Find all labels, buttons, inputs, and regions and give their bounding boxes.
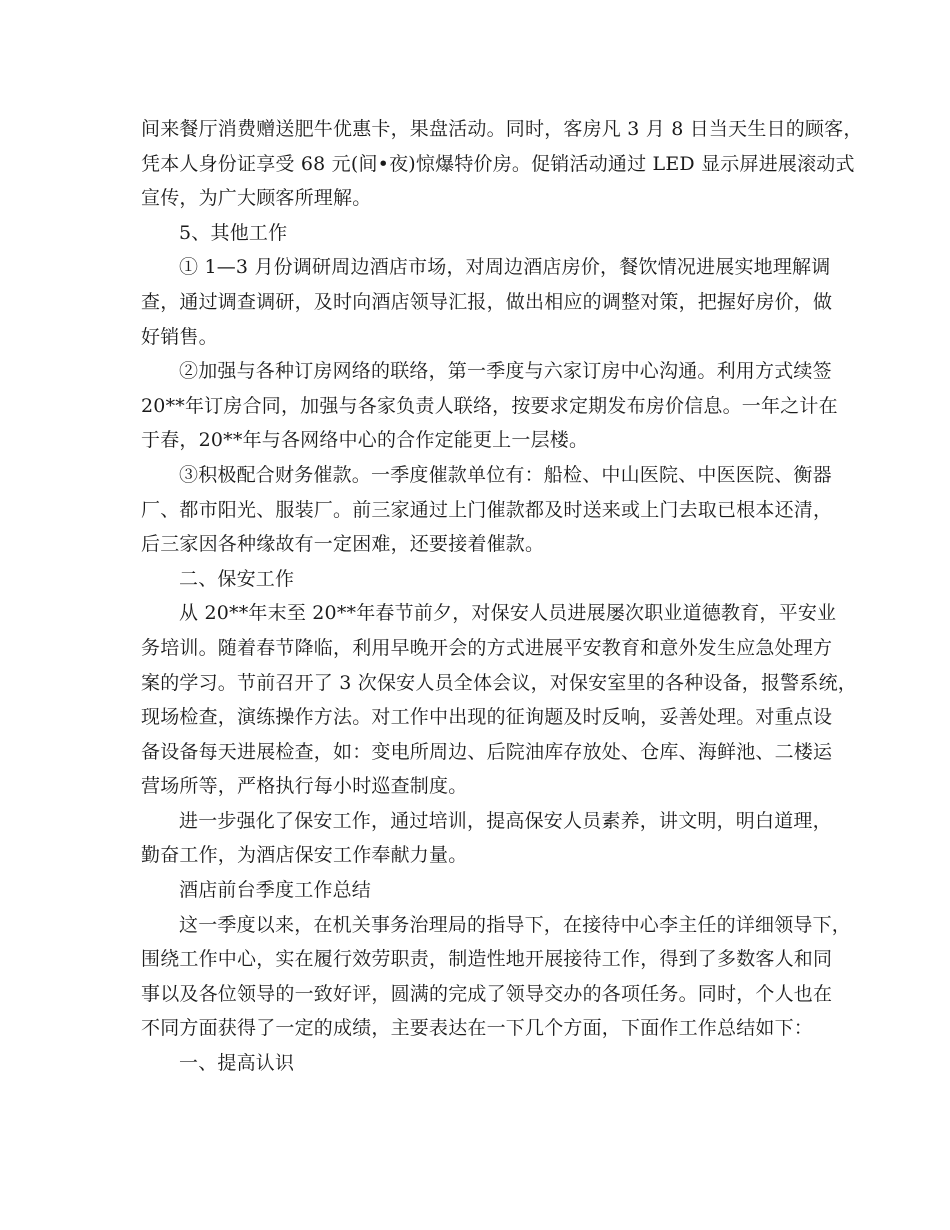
- text-line: 凭本人身份证享受 68 元(间•夜)惊爆特价房。促销活动通过 LED 显示屏进展滚动式: [141, 152, 855, 175]
- text-line: 务培训。随着春节降临，利用早晚开会的方式进展平安教育和意外发生应急处理方: [141, 636, 833, 659]
- text-line: 围绕工作中心，实在履行效劳职责，制造性地开展接待工作，得到了多数客人和同: [141, 948, 833, 971]
- text-line: 事以及各位领导的一致好评，圆满的完成了领导交办的各项任务。同时，个人也在: [141, 982, 833, 1005]
- document-body: [141, 112, 863, 1081]
- text-line: 于春，20**年与各网络中心的合作定能更上一层楼。: [141, 429, 589, 452]
- paragraph: [141, 908, 852, 1046]
- paragraph: [141, 458, 833, 562]
- text-line: 宣传，为广大顾客所理解。: [141, 187, 372, 210]
- text-line: ③积极配合财务催款。一季度催款单位有：船检、中山医院、中医医院、衡器: [179, 463, 832, 486]
- text-line: ②加强与各种订房网络的联络，第一季度与六家订房中心沟通。利用方式续签: [179, 360, 832, 383]
- text-line: 现场检查，演练操作方法。对工作中出现的征询题及时反响，妥善处理。对重点设: [141, 706, 833, 729]
- text-line: 查，通过调查调研，及时向酒店领导汇报，做出相应的调整对策，把握好房价，做: [141, 290, 833, 313]
- text-line: 二、保安工作: [179, 567, 295, 590]
- text-line: 间来餐厅消费赠送肥牛优惠卡，果盘活动。同时，客房凡 3 月 8 日当天生日的顾客，: [141, 118, 863, 140]
- text-line: 5、其他工作: [179, 221, 288, 244]
- text-line: 一、提高认识: [179, 1052, 295, 1075]
- text-line: 从 20**年末至 20**年春节前夕，对保安人员进展屡次职业道德教育，平安业: [179, 602, 837, 625]
- section-heading: [141, 562, 821, 597]
- section-heading: [141, 873, 821, 908]
- paragraph: [141, 354, 838, 458]
- text-line: 好销售。: [141, 325, 218, 348]
- text-line: 备设备每天进展检查，如：变电所周边、后院油库存放处、仓库、海鲜池、二楼运: [141, 740, 833, 763]
- text-line: 这一季度以来，在机关事务治理局的指导下，在接待中心李主任的详细领导下，: [179, 913, 852, 936]
- text-line: ① 1—3 月份调研周边酒店市场，对周边酒店房价，餐饮情况进展实地理解调: [179, 256, 831, 279]
- text-line: 案的学习。节前召开了 3 次保安人员全体会议，对保安室里的各种设备，报警系统，: [141, 671, 857, 694]
- text-line: 营场所等，严格执行每小时巡查制度。: [141, 775, 468, 798]
- text-line: 进一步强化了保安工作，通过培训，提高保安人员素养，讲文明，明白道理，: [179, 809, 832, 832]
- text-line: 后三家因各种缘故有一定困难，还要接着催款。: [141, 533, 545, 556]
- text-line: 不同方面获得了一定的成绩，主要表达在一下几个方面，下面作工作总结如下：: [141, 1017, 814, 1040]
- paragraph: [141, 804, 832, 873]
- section-heading: [141, 1046, 821, 1081]
- text-line: 厂、都市阳光、服装厂。前三家通过上门催款都及时送来或上门去取已根本还清，: [141, 498, 833, 521]
- text-line: 勤奋工作，为酒店保安工作奉献力量。: [141, 844, 468, 867]
- paragraph: [141, 112, 863, 216]
- section-heading: [141, 216, 821, 251]
- paragraph: [141, 596, 857, 804]
- paragraph: [141, 250, 833, 354]
- text-line: 酒店前台季度工作总结: [179, 879, 372, 902]
- text-line: 20**年订房合同，加强与各家负责人联络，按要求定期发布房价信息。一年之计在: [141, 394, 838, 417]
